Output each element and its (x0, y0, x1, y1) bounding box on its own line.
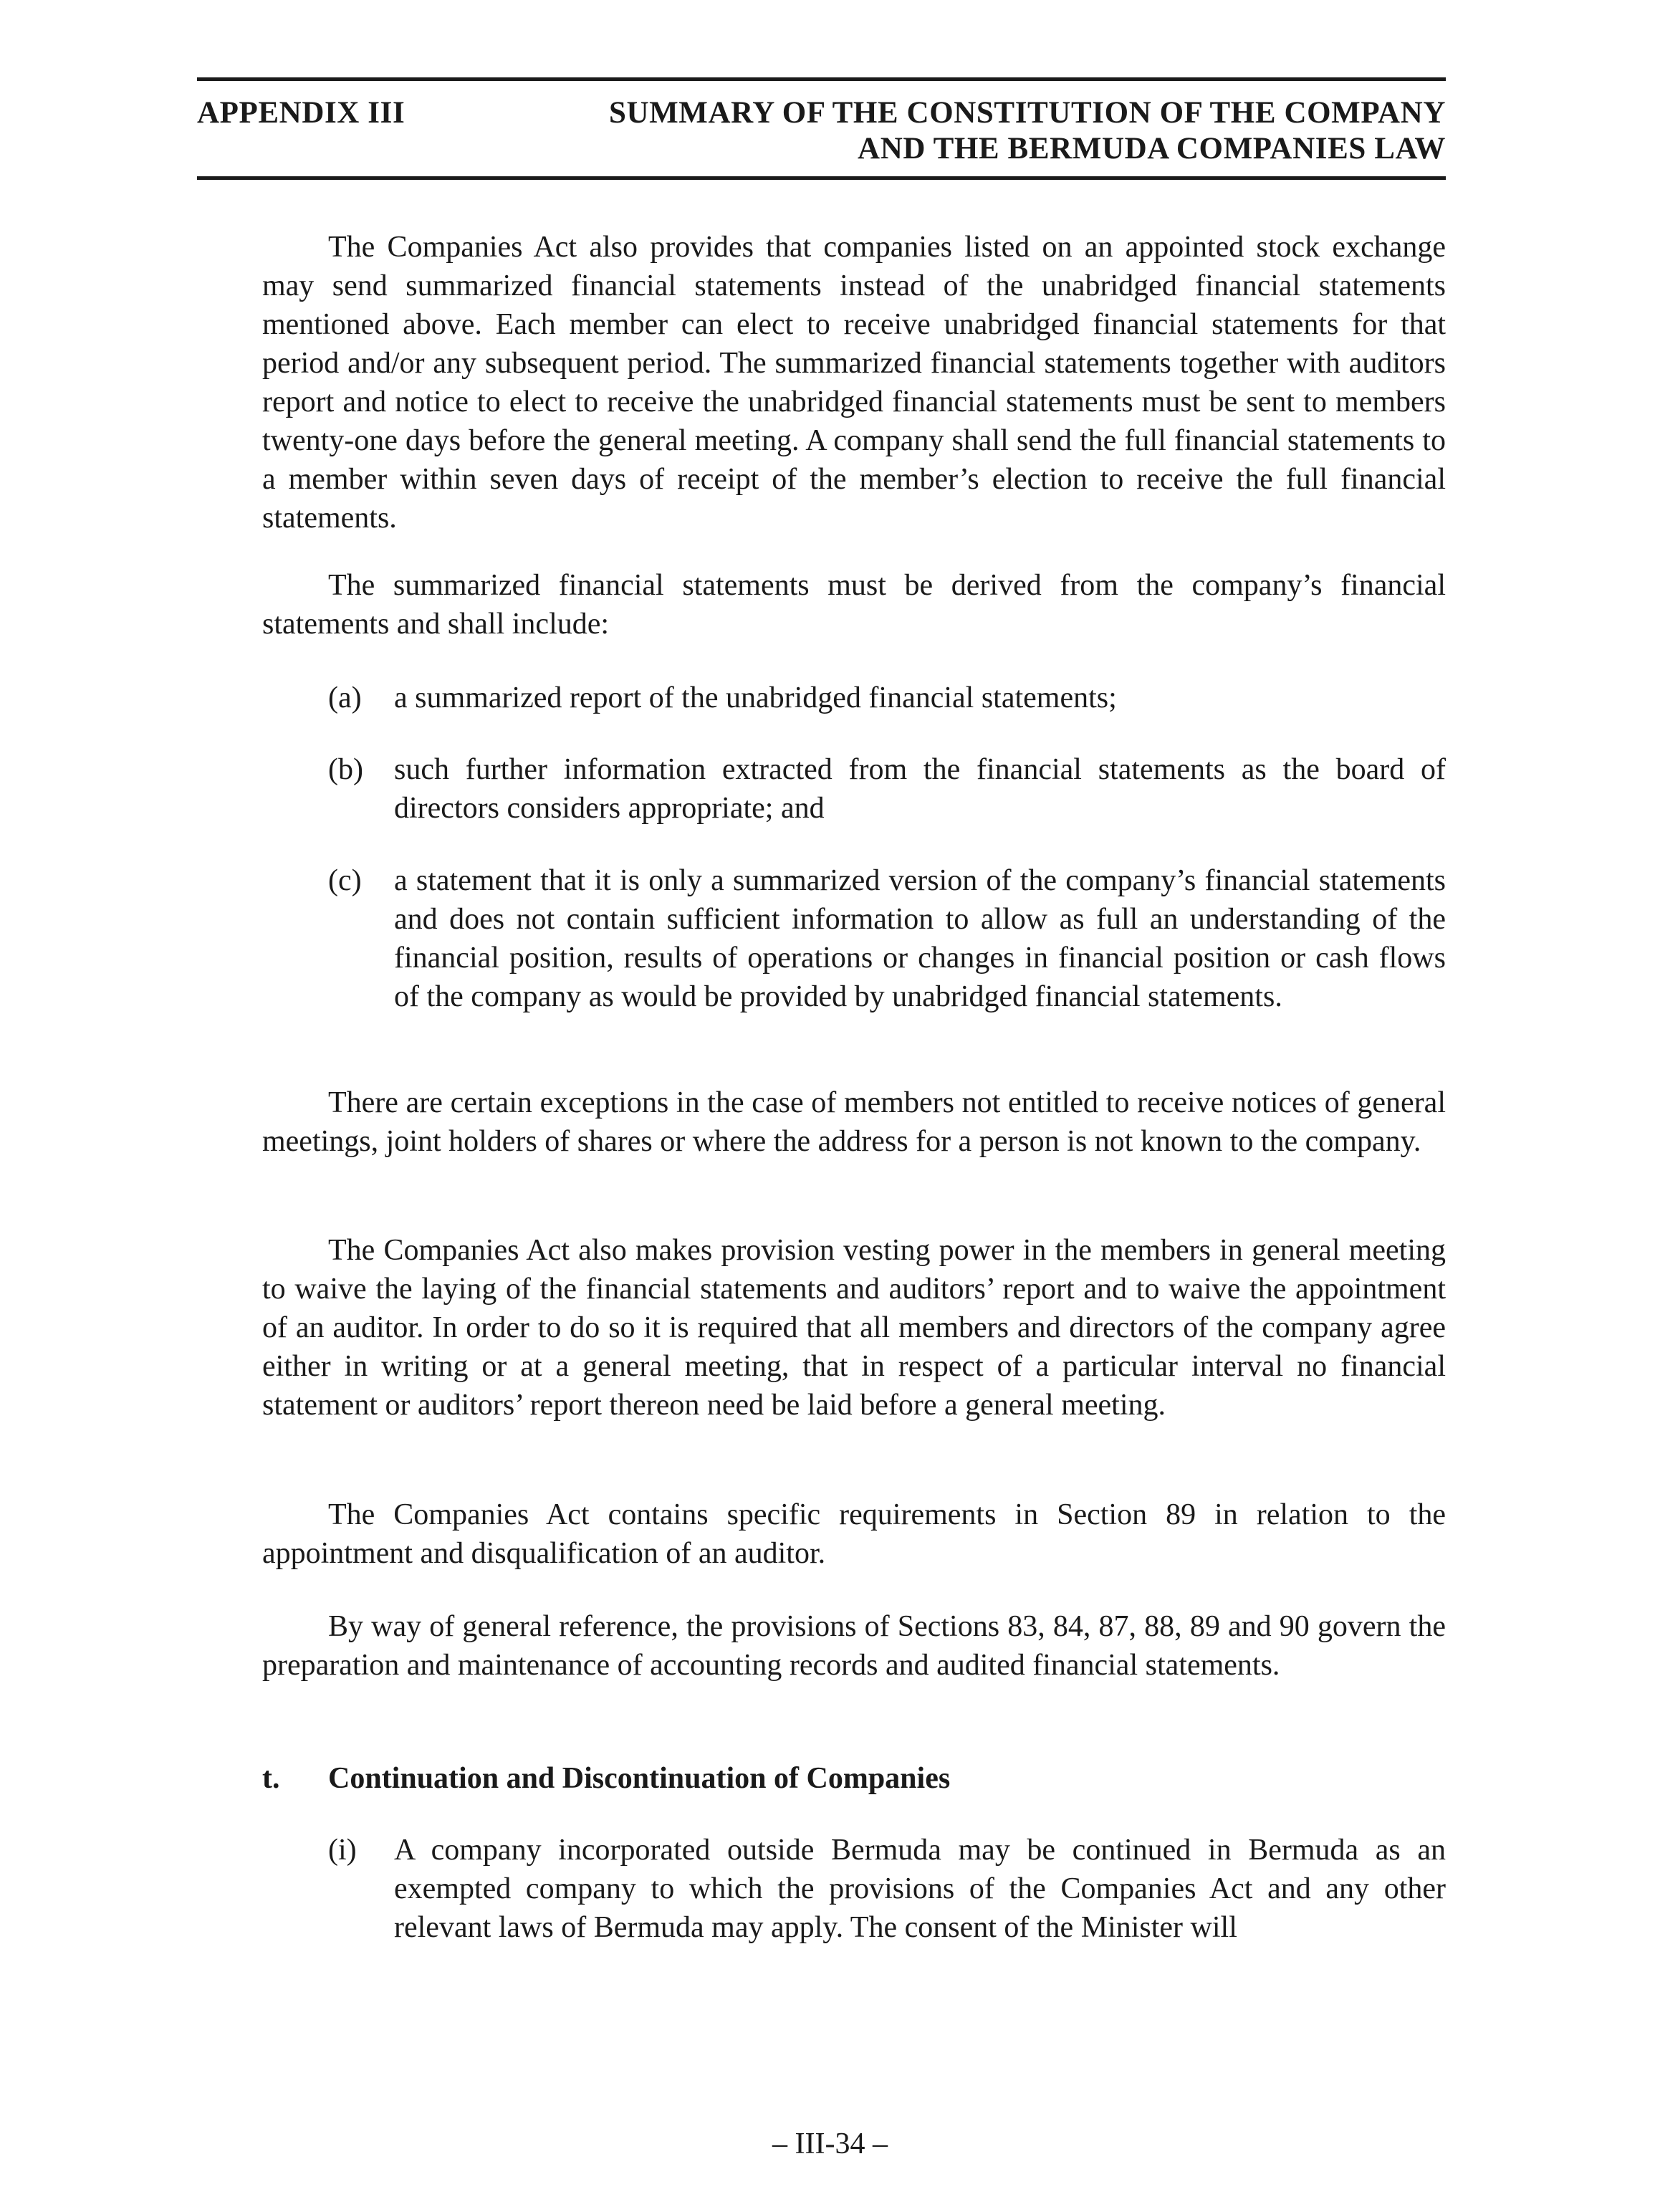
list-item-text: such further information extracted from the financial statements as the board of directors considers appropriate; and (394, 753, 1446, 825)
list-marker: (b) (328, 753, 363, 786)
section-letter: t. (262, 1762, 280, 1795)
paragraph-derivation: The summarized financial statements must be derived from the company’s financial statements and shall include: (262, 569, 1446, 641)
header-title-line-1: SUMMARY OF THE CONSTITUTION OF THE COMPANY (608, 96, 1446, 130)
list-marker: (c) (328, 864, 362, 897)
paragraph-exceptions: There are certain exceptions in the case of members not entitled to receive notices of general meetings, joint holders of shares or where the address for a person is not known to the company. (262, 1086, 1446, 1158)
list-marker: (i) (328, 1834, 357, 1867)
paragraph-general-reference: By way of general reference, the provisions of Sections 83, 84, 87, 88, 89 and 90 govern the preparation and maintenance of accounting records and audited financial statements. (262, 1610, 1446, 1682)
list-marker: (a) (328, 681, 362, 714)
header-title (609, 95, 1446, 167)
paragraph-waiver: The Companies Act also makes provision vesting power in the members in general meeting to waive the laying of the financial statements and auditors’ report and to waive the appointment of an auditor. In order to do so it is required that all members and directors of the company agree either in writing or at a general meeting, that in respect of a particular interval no financial statement or auditors’ report thereon need be laid before a general meeting. (262, 1234, 1446, 1422)
header-title-line-2: AND THE BERMUDA COMPANIES LAW (858, 132, 1446, 166)
list-item-text: a summarized report of the unabridged financial statements; (394, 681, 1117, 714)
appendix-label: APPENDIX III (197, 96, 406, 130)
list-item-text: A company incorporated outside Bermuda may be continued in Bermuda as an exempted company to which the provisions of the Companies Act and any other relevant laws of Bermuda may apply. The consent of the Minister will (394, 1834, 1446, 1944)
paragraph-auditor-requirements: The Companies Act contains specific requirements in Section 89 in relation to the appointment and disqualification of an auditor. (262, 1498, 1446, 1570)
section-title: Continuation and Discontinuation of Companies (328, 1762, 951, 1795)
header-top-rule (197, 77, 1446, 81)
header-bottom-rule (197, 176, 1446, 180)
paragraph-summarized-statements: The Companies Act also provides that companies listed on an appointed stock exchange may send summarized financial statements instead of the unabridged financial statements mentioned above. Each member can elect to receive unabridged financial statements for that period and/or any subsequent period. The summarized financial statements together with auditors report and notice to elect to receive the unabridged financial statements must be sent to members twenty-one days before the general meeting. A company shall send the full financial statements to a member within seven days of receipt of the member’s election to receive the full financial statements. (262, 231, 1446, 535)
page-number: – III-34 – (772, 2127, 888, 2160)
list-item-text: a statement that it is only a summarized version of the company’s financial statements and does not contain sufficient information to allow as full an understanding of the financial position, results of operations or changes in financial position or cash flows of the company as would be provided by unabridged financial statements. (394, 864, 1446, 1013)
